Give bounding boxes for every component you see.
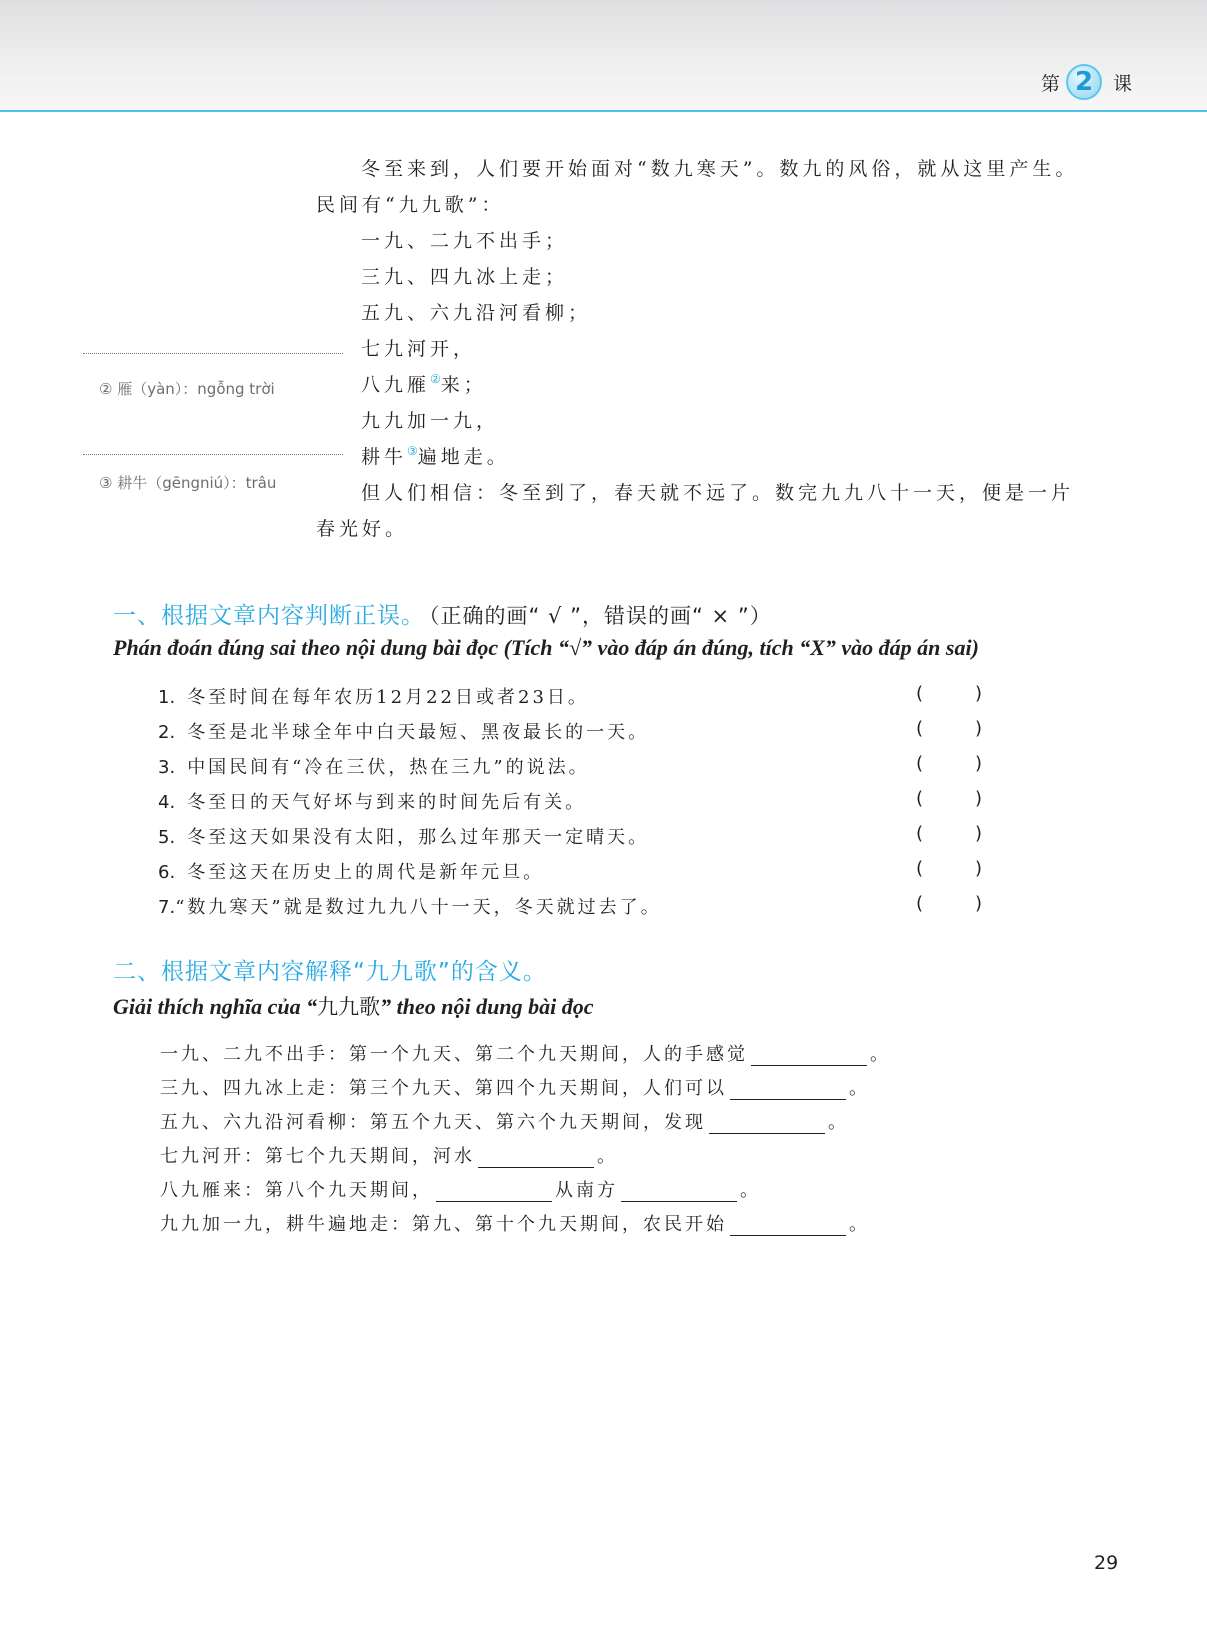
question-number: 5. bbox=[158, 827, 176, 848]
header-band bbox=[0, 0, 1207, 112]
song-text: 遍地走。 bbox=[417, 446, 510, 468]
section1-subtitle: Phán đoán đúng sai theo nội dung bài đọc (Tích “√” vào đáp án đúng, tích “X” vào đáp án sai) bbox=[113, 635, 979, 660]
answer-blank[interactable] bbox=[751, 1045, 867, 1066]
question-text: 冬至这天如果没有太阳，那么过年那天一定晴天。 bbox=[187, 827, 650, 848]
question-text: “数九寒天”就是数过九九八十一天，冬天就过去了。 bbox=[175, 897, 662, 918]
answer-blank[interactable] bbox=[730, 1215, 846, 1236]
answer-blank[interactable] bbox=[621, 1181, 737, 1202]
footnote-divider bbox=[83, 454, 343, 455]
answer-box[interactable]: ( ) bbox=[916, 788, 983, 809]
passage-intro-line2: 民间有“九九歌”： bbox=[316, 194, 505, 216]
answer-blank[interactable] bbox=[730, 1079, 846, 1100]
footnote-1: ② 雁（yàn）：ngỗng trời bbox=[99, 380, 275, 398]
passage-closing-line1: 但人们相信：冬至到了，春天就不远了。数完九九八十一天，便是一片 bbox=[361, 482, 1075, 504]
answer-blank[interactable] bbox=[709, 1113, 825, 1134]
song-line: 七九河开， bbox=[361, 338, 477, 360]
passage-intro-line1: 冬至来到，人们要开始面对“数九寒天”。数九的风俗，就从这里产生。 bbox=[361, 158, 1079, 180]
page-number: 29 bbox=[1094, 1552, 1119, 1574]
explain-line: 五九、六九沿河看柳：第五个九天、第六个九天期间，发现 。 bbox=[160, 1112, 849, 1133]
question-text: 中国民间有“冷在三伏，热在三九”的说法。 bbox=[187, 757, 590, 778]
lesson-suffix: 课 bbox=[1113, 73, 1133, 95]
section2-title: 二、根据文章内容解释“九九歌”的含义。 bbox=[113, 959, 547, 985]
answer-blank[interactable] bbox=[436, 1181, 552, 1202]
question-item bbox=[158, 753, 590, 779]
answer-box[interactable]: ( ) bbox=[916, 683, 983, 704]
question-item bbox=[158, 893, 662, 919]
question-item bbox=[158, 718, 649, 744]
lesson-prefix: 第 bbox=[1041, 73, 1061, 95]
section1-hint: （正确的画“ √ ”，错误的画“ × ”） bbox=[429, 604, 772, 628]
section1-title-text: 一、根据文章内容判断正误。 bbox=[113, 603, 425, 629]
answer-box[interactable]: ( ) bbox=[916, 893, 983, 914]
answer-blank[interactable] bbox=[478, 1147, 594, 1168]
footnote-divider bbox=[83, 353, 343, 354]
question-number: 2. bbox=[158, 722, 176, 743]
explain-line: 九九加一九，耕牛遍地走：第九、第十个九天期间，农民开始 。 bbox=[160, 1214, 870, 1235]
song-line: 五九、六九沿河看柳； bbox=[361, 302, 592, 324]
song-line: 一九、二九不出手； bbox=[361, 230, 569, 252]
song-text: 来； bbox=[440, 374, 487, 396]
answer-box[interactable]: ( ) bbox=[916, 858, 983, 879]
song-line bbox=[361, 372, 487, 396]
header-rule bbox=[0, 110, 1207, 112]
song-line bbox=[361, 444, 510, 468]
question-item bbox=[158, 683, 589, 709]
answer-box[interactable]: ( ) bbox=[916, 823, 983, 844]
answer-box[interactable]: ( ) bbox=[916, 718, 983, 739]
question-text: 冬至日的天气好坏与到来的时间先后有关。 bbox=[187, 792, 587, 813]
song-line: 三九、四九冰上走； bbox=[361, 266, 569, 288]
song-line: 九九加一九， bbox=[361, 410, 500, 432]
question-item bbox=[158, 858, 544, 884]
section1-title bbox=[113, 597, 772, 630]
question-text: 冬至是北半球全年中白天最短、黑夜最长的一天。 bbox=[187, 722, 650, 743]
question-number: 6. bbox=[158, 862, 176, 883]
question-number: 7. bbox=[158, 897, 176, 918]
explain-line: 三九、四九冰上走：第三个九天、第四个九天期间，人们可以 。 bbox=[160, 1078, 870, 1099]
question-text: 冬至这天在历史上的周代是新年元旦。 bbox=[187, 862, 545, 883]
question-item bbox=[158, 823, 649, 849]
footnote-marker: ② bbox=[430, 372, 441, 386]
question-number: 1. bbox=[158, 687, 176, 708]
question-number: 4. bbox=[158, 792, 176, 813]
explain-line: 八九雁来：第八个九天期间， 从南方 。 bbox=[160, 1180, 761, 1201]
footnote-marker: ③ bbox=[407, 444, 418, 458]
song-text: 八九雁 bbox=[361, 374, 431, 396]
passage-closing-line2: 春光好。 bbox=[316, 518, 409, 540]
footnote-2: ③ 耕牛（gēngniú）：trâu bbox=[99, 474, 277, 492]
song-text: 耕牛 bbox=[361, 446, 408, 468]
question-text: 冬至时间在每年农历12月22日或者23日。 bbox=[187, 687, 589, 708]
explain-line: 七九河开：第七个九天期间，河水 。 bbox=[160, 1146, 618, 1167]
explain-line: 一九、二九不出手：第一个九天、第二个九天期间，人的手感觉 。 bbox=[160, 1044, 891, 1065]
question-number: 3. bbox=[158, 757, 176, 778]
lesson-number-circle: 2 bbox=[1066, 64, 1102, 100]
section2-subtitle: Giải thích nghĩa của “九九歌” theo nội dung bài đọc bbox=[113, 994, 594, 1019]
question-item bbox=[158, 788, 586, 814]
answer-box[interactable]: ( ) bbox=[916, 753, 983, 774]
